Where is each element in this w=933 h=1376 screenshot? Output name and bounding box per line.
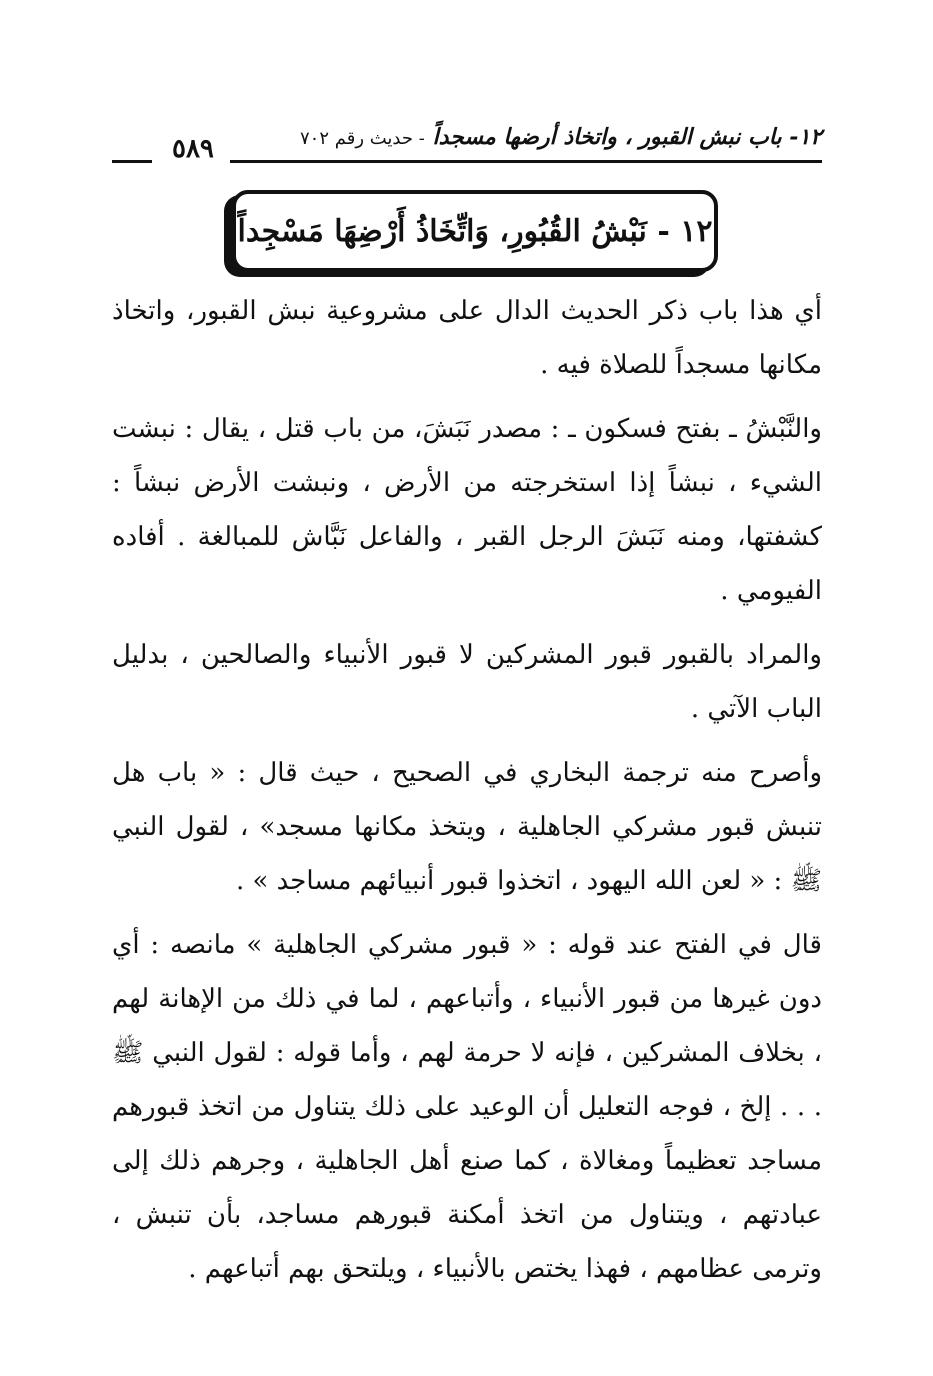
running-header	[112, 124, 822, 172]
running-title-text: ١٢- باب نبش القبور ، واتخاذ أرضها مسجداً	[432, 124, 822, 150]
paragraph: قال في الفتح عند قوله : « قبور مشركي الجاهلية » مانصه : أي دون غيرها من قبور الأنبياء ، وأتباعهم ، لما في ذلك من الإهانة لهم ، بخلاف المشركين ، فإنه لا حرمة لهم ، وأما قوله : لقول النبي ﷺ . . . إلخ ، فوجه التعليل أن الوعيد على ذلك يتناول من اتخذ قبورهم مساجد تعظيماً ومغالاة ، كما صنع أهل الجاهلية ، وجرهم ذلك إلى عبادتهم ، ويتناول من اتخذ أمكنة قبورهم مساجد، بأن تنبش ، وترمى عظامهم ، فهذا يختص بالأنبياء ، ويلتحق بهم أتباعهم .	[112, 930, 822, 1284]
page-number: ٥٨٩	[172, 134, 214, 164]
header-rule	[230, 160, 822, 163]
paragraph: والنَّبْشُ ـ بفتح فسكون ـ : مصدر نَبَشَ، من باب قتل ، يقال : نبشت الشيء ، نبشاً إذا استخرجته من الأرض ، ونبشت الأرض نبشاً : كشفتها، ومنه نَبَشَ الرجل القبر ، والفاعل نَبَّاش للمبالغة . أفاده الفيومي .	[112, 414, 822, 606]
paragraph: أي هذا باب ذكر الحديث الدال على مشروعية نبش القبور، واتخاذ مكانها مسجداً للصلاة فيه .	[112, 296, 822, 380]
paragraph: وأصرح منه ترجمة البخاري في الصحيح ، حيث قال : « باب هل تنبش قبور مشركي الجاهلية ، ويتخذ مكانها مسجد» ، لقول النبي ﷺ : « لعن الله اليهود ، اتخذوا قبور أنبيائهم مساجد » .	[112, 758, 822, 896]
chapter-title: ١٢ - نَبْشُ القُبُورِ، وَاتِّخَاذُ أَرْضِهَا مَسْجِداً	[237, 213, 713, 249]
body-text	[112, 284, 822, 1306]
paragraph: والمراد بالقبور قبور المشركين لا قبور الأنبياء والصالحين ، بدليل الباب الآتي .	[112, 640, 822, 724]
page-number-rule	[112, 160, 152, 163]
chapter-title-box	[232, 190, 718, 272]
running-subtitle: - حديث رقم ٧٠٢	[300, 128, 425, 149]
running-title	[300, 124, 822, 150]
